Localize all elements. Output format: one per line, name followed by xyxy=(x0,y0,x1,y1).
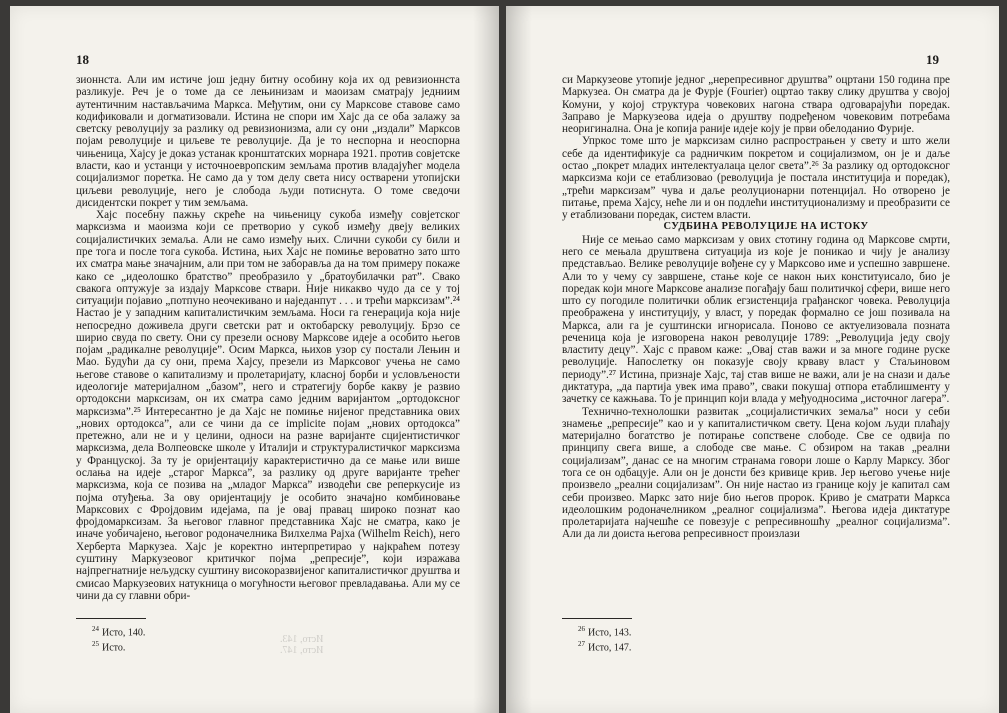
footnote-rule xyxy=(562,618,632,619)
bleed-through-text: Исто, 143. Исто, 147. xyxy=(280,634,324,656)
page-number: 19 xyxy=(926,52,939,67)
paragraph: си Маркузеове утопије једног „нерепресивног друштва” оцртани 150 година пре Маркузеа. Он сматра да је Фурје (Fourier) оцртао такву слику друштва у својој Комуни, у којој структура човекових нагона ствара одговарајући поредак. Заправо је Маркузеова идеја о друштву подређеном човековим потребама неоригинална. Она је копија раније идеје коју је први обелоданио Фурије. xyxy=(562,74,950,136)
footnote-rule xyxy=(76,618,146,619)
footnotes xyxy=(92,624,145,654)
paragraph: Није се мењао само марксизам у ових стотину година од Марксове смрти, него се мењала друштвена ситуација из које је поникао и чију је анализу представљао. Велике револуције вођене су у Марксово име и успешно завршене. Али то у чему су завршене, стање које се након њих конституисало, био је поредак који многе Марксове анализе погађају баш политичкој сфери, више него што су погодиле политички облик егзистенција грађанског човека. Револуција преображена у институцију, у власт, у поредак формално се још позивала на Маркса, али га је суштински игнорисала. Поново се актуелизовала позната реченица која је изговорена након револуције 1789: „Револуција једу своју властиту децу”. Хајс с правом каже: „Овај став важи и за многе године руске револуције. Напослетку он показује своју крваву власт у Стаљиновом периоду”.²⁷ Истина, признаје Хајс, тај став више не важи, али је на снази и даље диктатура, „да партија увек има право”, сваки покушај отпора етаблишменту у зачетку се кажњава. То је принцип који влада у међуодносима „источног лагера”. xyxy=(562,233,950,406)
footnote: $^{27}$ Исто, 147. xyxy=(578,639,632,654)
spine-shadow xyxy=(473,6,499,713)
right-page xyxy=(506,6,999,713)
paragraph: Хајс посебну пажњу скреће на чињеницу сукоба између совјетског марксизма и маоизма који се претворио у сукоб између двеју великих социјалистичких земаља. Али не само између њих. Слични сукоби су били и пре тога и после тога сукоба. Истина, њих Хајс не помиње вероватно зато што их сматра мање значајним, али при том не заборавља да на том примеру покаже како се „идеолошко братство” преобразило у „братоубилачки рат”. Свако свакога оптужује за издају Марксове ствари. Није никакво чудо да се у тој ситуацији појавио „потпуно неочекивано и наједанпут . . . и трећи марксизам”.²⁴ Настао је у западним капиталистичким земљама. Носи га генерација која није непосредно доживела други светски рат и октобарску револуцију. Брзо се ширио свуда по свету. Они су презели основу Марксове идеје а особито његов појам „радикалне револуције”. Осим Маркса, њихов узор су постали Лењин и Мао. Будући да су они, према Хајсу, презели из Марксовог учења не само његове ставове о капитализму и пролетаријату, класној борби и условљености идеологије материјалном „базом”, него и стратегију борбе какву је развио ортодоксни марксизам, он их сматра само једним варијантом „ортодоксног марксизма”.²⁵ Интересантно је да Хајс не помиње нијеног представника ових „нових ортодокса”, али се чини да се implicite појам „нових ортодокса” претежно, али не и у целини, односи на разне варијанте сциjентистичког марксизма, дела Волпеовске школе у Италији и структуралистичког марксизма у Француској. За ту је оријентацију карактеристично да се мање или више ослања на идеје „старог Маркса”, за разлику од друге варијанте трећег марксизма, која се позива на „младог Маркса” изводећи све репеpкусије из појма отуђења. За ову оријентацију је особито значајно комбиновање Марксових с Фројдовим идејама, па је овај правац широко познат као фројдомарксизам. За његовог главног представника Хајс не сматра, како је иначе уобичајено, његовог родоначелника Вилхелма Рајха (Wilhelm Reich), него Херберта Маркузеа. Хајс је коректно интерпретирао у најкраћем потезу суштину Маркузеовог критичког појма „репресије”, који изражава најпрегнатније нељудску суштину високоразвијеног капиталистичког друштва и смисао Маркузеових натукница о могућности његовог превладавања. Али му се чини да су главни обри- xyxy=(76,209,460,602)
footnote: $^{26}$ Исто, 143. xyxy=(578,625,632,639)
paragraph: Упркос томе што је марксизам силно распрострањен у свету и што жели себе да идентификује са радничким покретом и социјализмом, он је и даље остао „покрет младих интелектуалаца целог света”.²⁶ За разлику од ортодоксног марксизма који се етаблизовао (револуција је постала институција и поредак), „трећи марксизам” чува и даље реолуционарни потенцијал. Но отворено је питање, према Хајсу, неће ли и он подлећи институционализму и преобразити се у етаблизовани поредак, систем власти. xyxy=(562,135,950,222)
page-number: 18 xyxy=(76,52,89,67)
left-page xyxy=(10,6,499,713)
footnotes xyxy=(578,624,631,654)
spine-shadow xyxy=(506,6,532,713)
body-text xyxy=(562,74,950,541)
footnote: $^{25}$ Исто. xyxy=(92,639,126,654)
footnote: $^{24}$ Исто, 140. xyxy=(92,625,146,639)
section-heading: СУДБИНА РЕВОЛУЦИЈЕ НА ИСТОКУ xyxy=(663,221,869,233)
paragraph: Технично-технолошки развитак „социјалистичких земаља” носи у себи знамење „репресије” као и у капиталистичком свету. Цена којом људи плаћају материјално богатство је потирање сопствене слободе. Све се одвија по принципу свега више, а слободе све мање. С обзиром на такав „реални социјализам”, данас се на многим странама говори лоше о Карлу Марксу. Због тога се он одбацује. Али он је донсти без кривице крив. Јер његово учење није произвело „реални социјализам”. Он није настао из границе коју је капитал сам себи произвео. Маркс зато није био његов пророк. Криво је сматрати Маркса идеолошким родоначелником „реалног социјализма”. Његова идеја диктатуре пролетаријата најчешће се повезује с репресивношћу „реалног социјализма”. Али да ли доиста његова репресивност произлази xyxy=(562,405,950,541)
paragraph: зионнста. Али им истиче још једну битну особину која их од ревизионнста разликује. Реч је о томе да се лењинизам и маоизам сматрају једниим аутентичним настављачима Маркса. Међутим, они су Марксове ставове само кодификовали и догматизовали. Истина не спори им Хајс да се оба залажу за светску револуцију за разлику од ревизионизма, али су они „издали” Марксов појам револуције и циљеве те револуције. Да је то неспорна и неоспорна чињеница, Хајсу је доказ устанак кронштатских морнара 1921. против совјетске власти, као и устанци у источноевропским земљама против владајућег модела социјализмог поретка. Не само да у том делу света нису остварени утопијски циљеви револуције, него је слобода људи потиснута. О томе сведочи дисидентски покрет у тим земљама. xyxy=(76,74,460,209)
body-text xyxy=(76,74,460,602)
